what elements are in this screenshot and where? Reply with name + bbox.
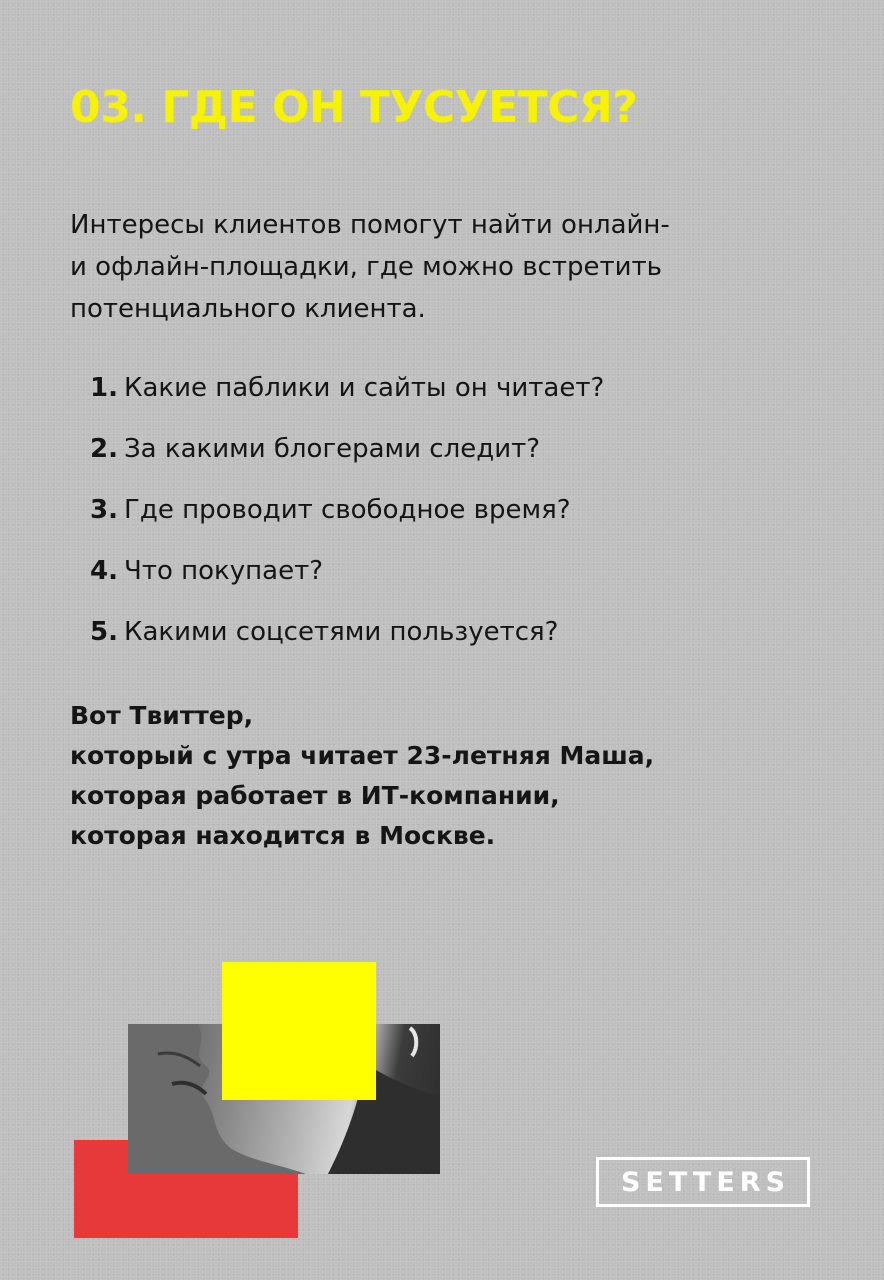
page-title: 03. ГДЕ ОН ТУСУЕТСЯ?	[70, 82, 638, 133]
list-item-number: 4.	[90, 556, 118, 586]
list-item	[90, 366, 604, 427]
logo-text: SETTERS	[620, 1166, 791, 1198]
list-item	[90, 549, 604, 610]
list-item	[90, 427, 604, 488]
yellow-square	[222, 962, 376, 1100]
list-item-text: Что покупает?	[124, 556, 324, 586]
list-item-text: Где проводит свободное время?	[124, 495, 571, 525]
list-item-number: 2.	[90, 434, 118, 464]
photo-collage	[74, 962, 440, 1238]
list-item-number: 5.	[90, 617, 118, 647]
outro-paragraph: Вот Твиттер, который с утра читает 23-летняя Маша, которая работает в ИТ-компании, которая находится в Москве.	[70, 701, 655, 850]
list-item	[90, 610, 604, 671]
list-item-text: За какими блогерами следит?	[124, 434, 541, 464]
list-item	[90, 488, 604, 549]
list-item-number: 3.	[90, 495, 118, 525]
intro-paragraph: Интересы клиентов помогут найти онлайн- и офлайн-площадки, где можно встретить потенциального клиента.	[70, 210, 670, 324]
list-item-text: Какие паблики и сайты он читает?	[124, 373, 605, 403]
questions-list	[90, 366, 604, 671]
list-item-number: 1.	[90, 373, 118, 403]
list-item-text: Какими соцсетями пользуется?	[124, 617, 559, 647]
brand-logo	[596, 1157, 810, 1207]
